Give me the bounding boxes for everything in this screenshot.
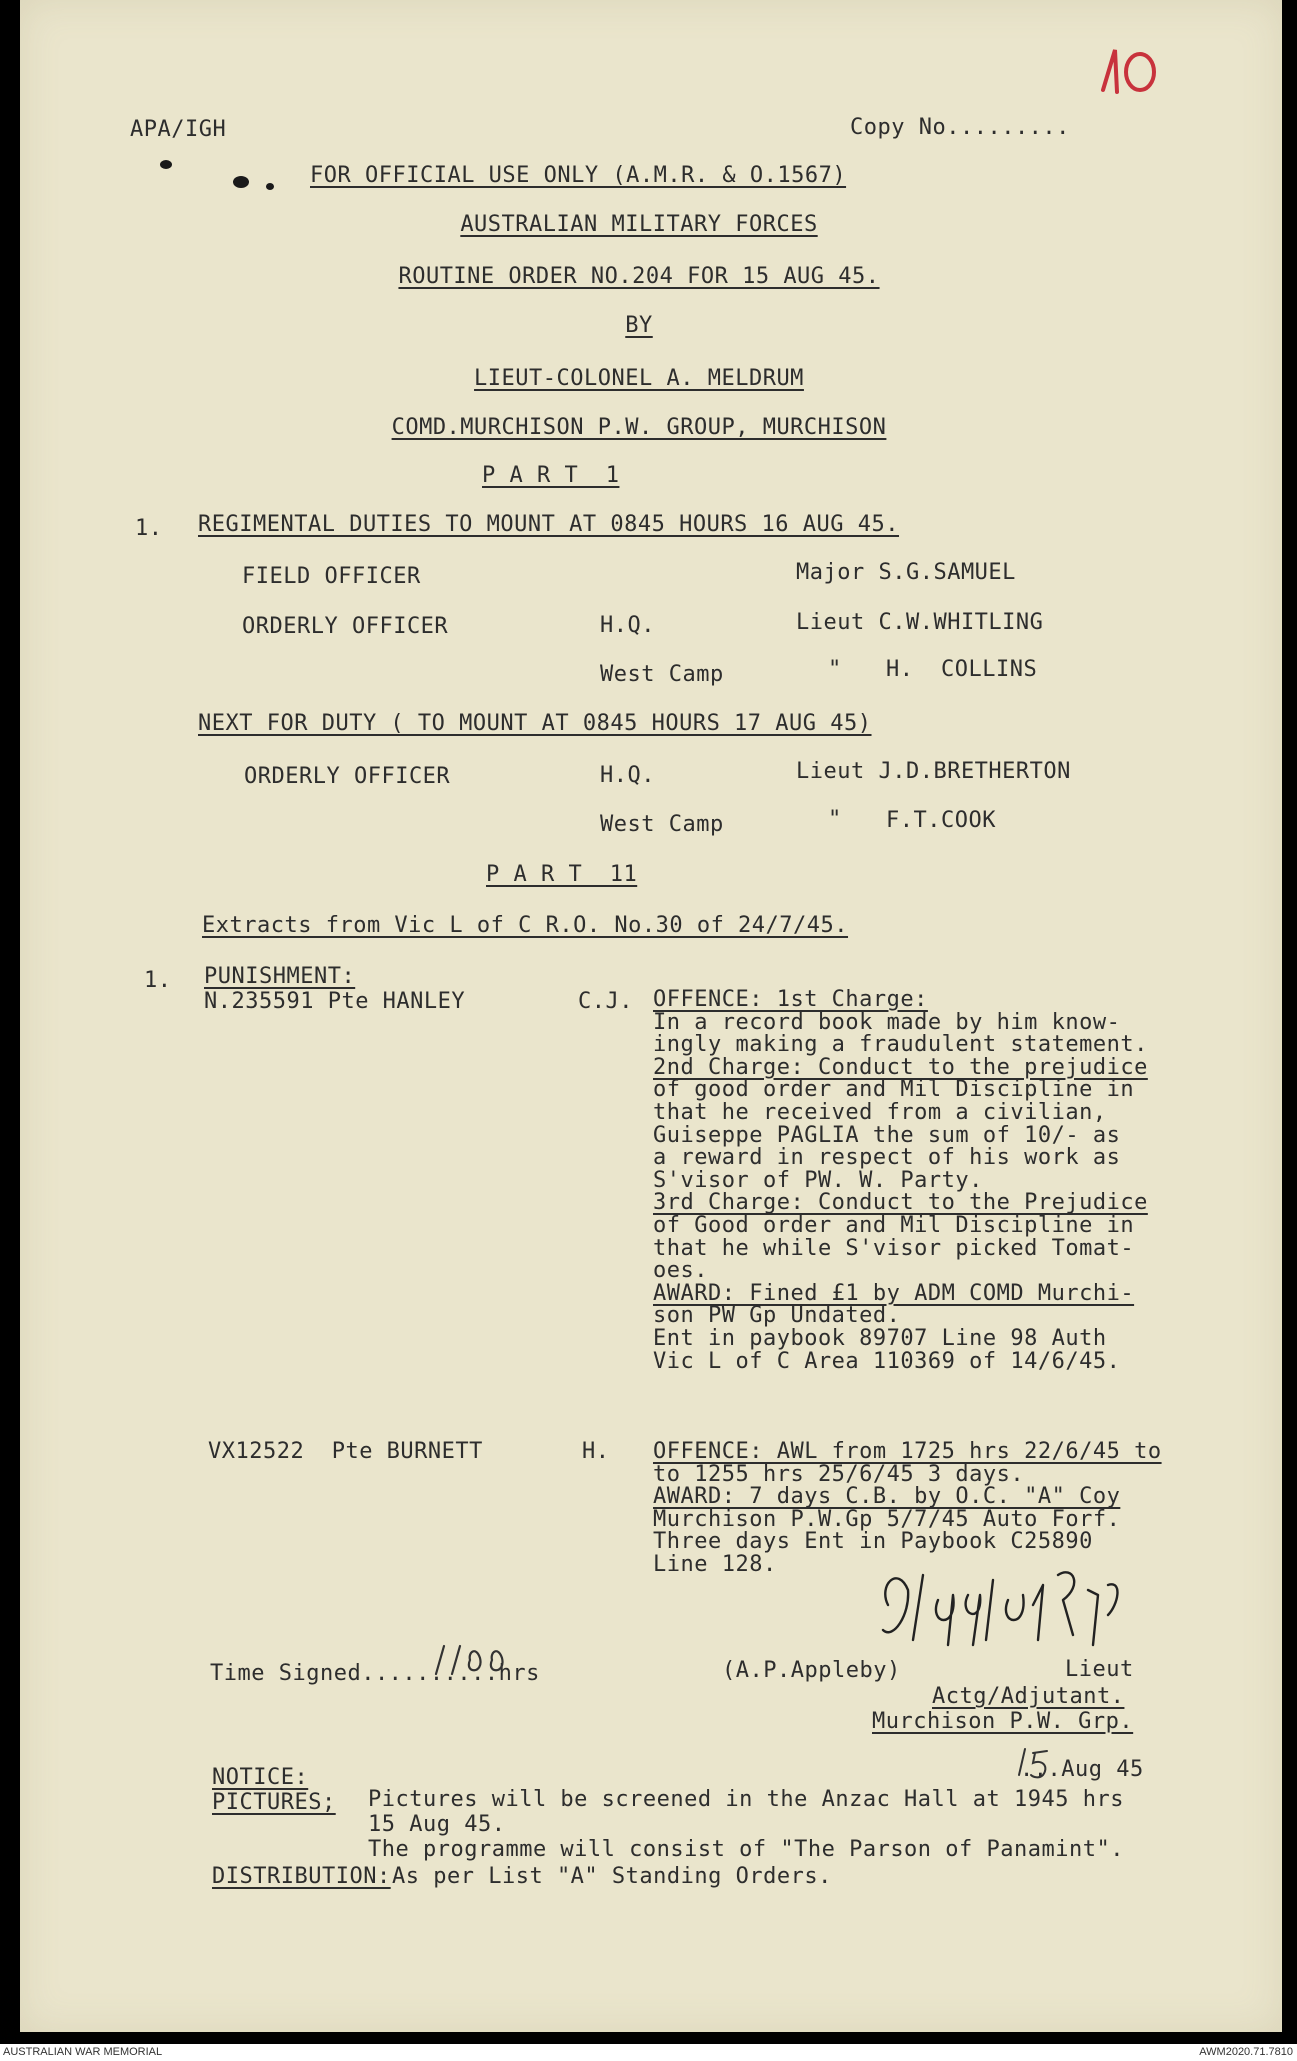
hq-label: H.Q. [600, 613, 655, 638]
handwritten-page-number [1095, 40, 1165, 100]
footer-institution: AUSTRALIAN WAR MEMORIAL [3, 2046, 163, 2058]
case1-line: ingly making a fraudulent statement. [653, 1032, 1148, 1058]
commander-name: LIEUT-COLONEL A. MELDRUM [474, 366, 804, 391]
pictures-line-1: Pictures will be screened in the Anzac Hall at 1945 hrs [368, 1787, 1124, 1812]
ditto-mark: " [828, 657, 842, 682]
distribution-text: As per List "A" Standing Orders. [392, 1864, 832, 1889]
case1-line: S'visor of PW. W. Party. [653, 1167, 983, 1193]
archive-footer [0, 2044, 1297, 2061]
handwritten-time [430, 1640, 520, 1680]
ink-blot [160, 160, 172, 169]
copy-number: Copy No......... [850, 115, 1070, 140]
case2-line: AWARD: 7 days C.B. by O.C. "A" Coy [653, 1484, 1121, 1510]
pictures-line-3: The programme will consist of "The Parson of Panamint". [368, 1837, 1124, 1862]
case1-line: son PW Gp Undated. [653, 1303, 901, 1329]
case2-line: Line 128. [653, 1552, 777, 1577]
case1-line: Ent in paybook 89707 Line 98 Auth [653, 1326, 1107, 1351]
ink-blot [266, 183, 274, 190]
soldier-hanley: N.235591 Pte HANLEY [204, 989, 466, 1014]
file-reference: APA/IGH [130, 117, 227, 142]
case2-line: Murchison P.W.Gp 5/7/45 Auto Forf. [653, 1506, 1121, 1532]
next-west-camp-orderly-name: F.T.COOK [886, 808, 996, 833]
part-2-heading: P A R T 11 [486, 862, 638, 887]
command-title: COMD.MURCHISON P.W. GROUP, MURCHISON [391, 415, 887, 440]
case1-line: a reward in respect of his work as [653, 1145, 1121, 1171]
case1-line: 2nd Charge: Conduct to the prejudice [653, 1054, 1148, 1080]
item-number: 1. [135, 516, 163, 541]
signatory-unit: Murchison P.W. Grp. [872, 1709, 1134, 1734]
footer-accession-number: AWM2020.71.7810 [1199, 2046, 1293, 2058]
next-ditto-mark: " [828, 807, 842, 832]
next-west-camp-label: West Camp [600, 812, 724, 837]
case2-line: OFFENCE: AWL from 1725 hrs 22/6/45 to [653, 1439, 1162, 1464]
next-orderly-officer-label: ORDERLY OFFICER [244, 764, 451, 789]
regimental-duties-heading: REGIMENTAL DUTIES TO MOUNT AT 0845 HOURS 16 AUG 45. [198, 512, 900, 537]
field-officer-name: Major S.G.SAMUEL [796, 560, 1016, 585]
document-page [20, 0, 1282, 2032]
order-title: ROUTINE ORDER NO.204 FOR 15 AUG 45. [398, 264, 880, 289]
case-2-code: H. [582, 1439, 610, 1464]
restriction-line: FOR OFFICIAL USE ONLY (A.M.R. & O.1567) [310, 163, 847, 188]
next-hq-label: H.Q. [600, 763, 655, 788]
case1-line: of good order and Mil Discipline in [653, 1077, 1135, 1103]
pictures-line-2: 15 Aug 45. [368, 1812, 506, 1837]
west-camp-orderly-name: H. COLLINS [886, 657, 1038, 682]
part-1-heading: P A R T 1 [482, 463, 620, 488]
case1-line: In a record book made by him know- [653, 1009, 1121, 1035]
punishment-heading: PUNISHMENT: [204, 964, 356, 989]
organization-heading: AUSTRALIAN MILITARY FORCES [460, 212, 818, 237]
case1-line: that he while S'visor picked Tomat- [653, 1235, 1135, 1261]
case1-line: Guiseppe PAGLIA the sum of 10/- as [653, 1122, 1121, 1148]
ink-blot [233, 176, 249, 188]
case1-line: of Good order and Mil Discipline in [653, 1213, 1135, 1238]
extracts-heading: Extracts from Vic L of C R.O. No.30 of 24/7/45. [202, 913, 849, 938]
by-line: BY [625, 313, 653, 338]
case-1-code: C.J. [578, 989, 633, 1014]
punishment-item-number: 1. [144, 968, 172, 993]
soldier-burnett: VX12522 Pte BURNETT [208, 1439, 483, 1464]
case2-line: to 1255 hrs 25/6/45 3 days. [653, 1461, 1025, 1487]
case1-line: oes. [653, 1258, 708, 1284]
date-line: ...Aug 45 [1020, 1757, 1144, 1782]
next-hq-orderly-name: Lieut J.D.BRETHERTON [796, 759, 1071, 784]
signatory-name: (A.P.Appleby) [722, 1658, 901, 1683]
orderly-officer-label: ORDERLY OFFICER [242, 614, 449, 639]
time-signed: Time Signed..........hrs [210, 1661, 540, 1686]
case1-line: that he received from a civilian, [653, 1100, 1107, 1125]
signatory-role: Actg/Adjutant. [932, 1684, 1125, 1709]
handwritten-signature [868, 1545, 1198, 1655]
case1-line: 3rd Charge: Conduct to the Prejudice [653, 1190, 1148, 1216]
case1-line: Vic L of C Area 110369 of 14/6/45. [653, 1348, 1121, 1374]
case2-line: Three days Ent in Paybook C25890 [653, 1529, 1093, 1555]
hq-orderly-name: Lieut C.W.WHITLING [796, 610, 1044, 635]
case1-line: AWARD: Fined £1 by ADM COMD Murchi- [653, 1280, 1135, 1306]
pictures-label: PICTURES; [212, 1790, 336, 1815]
distribution-label: DISTRIBUTION: [212, 1864, 391, 1889]
signatory-rank: Lieut [1065, 1657, 1134, 1682]
notice-heading: NOTICE: [212, 1765, 309, 1790]
west-camp-label: West Camp [600, 662, 724, 687]
case1-line: OFFENCE: 1st Charge: [653, 987, 928, 1012]
next-for-duty-heading: NEXT FOR DUTY ( TO MOUNT AT 0845 HOURS 17 AUG 45) [198, 711, 872, 736]
field-officer-label: FIELD OFFICER [242, 564, 421, 589]
